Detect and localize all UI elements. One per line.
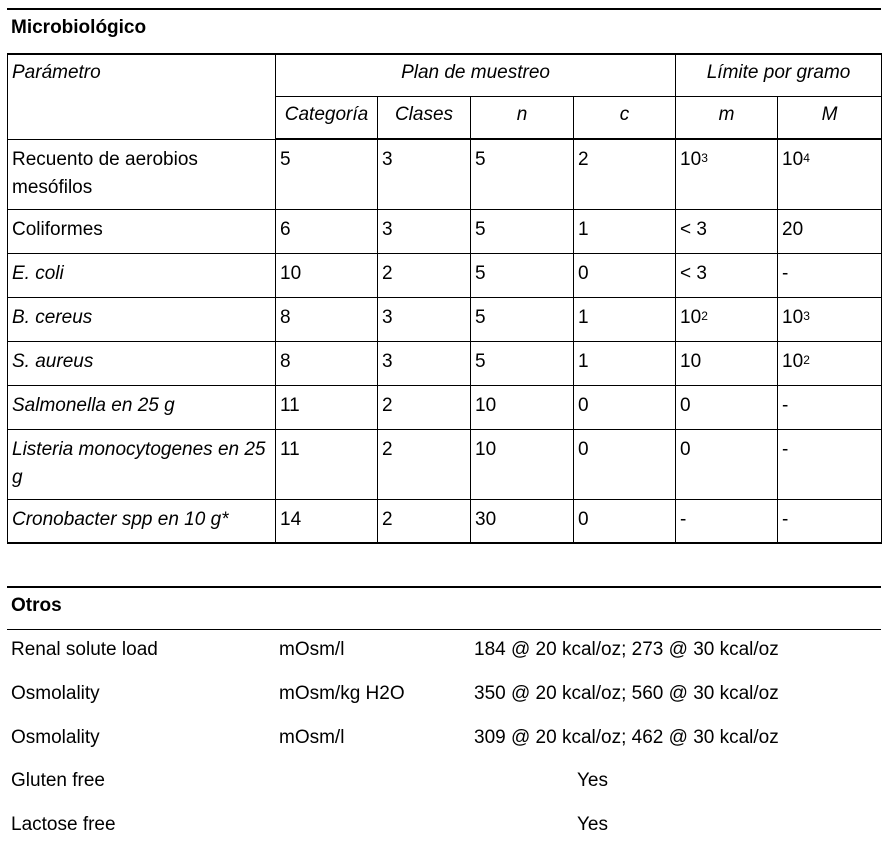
cell-M: -: [778, 499, 882, 543]
cell-parametro: Coliformes: [8, 209, 276, 253]
otros-value: 350 @ 20 kcal/oz; 560 @ 30 kcal/oz: [474, 683, 779, 704]
cell-clases: 2: [378, 253, 471, 297]
otros-value: 184 @ 20 kcal/oz; 273 @ 30 kcal/oz: [474, 639, 779, 660]
cell-clases: 2: [378, 385, 471, 429]
cell-c: 0: [574, 385, 676, 429]
header-c: c: [574, 96, 676, 139]
cell-c: 1: [574, 341, 676, 385]
cell-clases: 3: [378, 139, 471, 209]
header-clases: Clases: [378, 96, 471, 139]
table-row: [8, 429, 882, 499]
otros-value: 309 @ 20 kcal/oz; 462 @ 30 kcal/oz: [474, 727, 779, 748]
otros-value: Yes: [577, 814, 608, 835]
cell-m: < 3: [676, 253, 778, 297]
header-parametro: Parámetro: [8, 54, 276, 139]
cell-n: 10: [471, 429, 574, 499]
cell-M: $10^3$: [778, 297, 882, 341]
cell-c: 0: [574, 499, 676, 543]
cell-parametro: S. aureus: [8, 341, 276, 385]
cell-c: 0: [574, 429, 676, 499]
header-M: M: [778, 96, 882, 139]
table-row: [8, 499, 882, 543]
table-row: [8, 297, 882, 341]
otros-section-title: Otros: [11, 595, 62, 616]
cell-n: 30: [471, 499, 574, 543]
cell-c: 2: [574, 139, 676, 209]
cell-categoria: 8: [276, 341, 378, 385]
header-categoria: Categoría: [276, 96, 378, 139]
micro-section-title: Microbiológico: [11, 17, 147, 38]
cell-n: 10: [471, 385, 574, 429]
table-row: [8, 253, 882, 297]
cell-parametro: E. coli: [8, 253, 276, 297]
table-row: [8, 139, 882, 209]
cell-n: 5: [471, 253, 574, 297]
cell-m: < 3: [676, 209, 778, 253]
otros-value: Yes: [577, 770, 608, 791]
otros-label: Osmolality: [11, 727, 100, 748]
cell-M: -: [778, 253, 882, 297]
otros-label: Osmolality: [11, 683, 100, 704]
cell-categoria: 10: [276, 253, 378, 297]
section-divider: [7, 586, 881, 588]
cell-parametro: Cronobacter spp en 10 g*: [8, 499, 276, 543]
cell-m: 10: [676, 341, 778, 385]
cell-categoria: 5: [276, 139, 378, 209]
cell-M: $10^2$: [778, 341, 882, 385]
header-n: n: [471, 96, 574, 139]
cell-c: 0: [574, 253, 676, 297]
cell-parametro: B. cereus: [8, 297, 276, 341]
header-m: m: [676, 96, 778, 139]
otros-unit: mOsm/l: [279, 639, 345, 660]
cell-M: $10^4$: [778, 139, 882, 209]
otros-unit: mOsm/kg H2O: [279, 683, 405, 704]
cell-categoria: 6: [276, 209, 378, 253]
cell-parametro: Salmonella en 25 g: [8, 385, 276, 429]
cell-parametro: Listeria monocytogenes en 25 g: [8, 429, 276, 499]
cell-clases: 2: [378, 429, 471, 499]
cell-m: -: [676, 499, 778, 543]
cell-n: 5: [471, 341, 574, 385]
cell-categoria: 11: [276, 429, 378, 499]
cell-parametro: Recuento de aerobios mesófilos: [8, 139, 276, 209]
cell-c: 1: [574, 209, 676, 253]
cell-m: $10^2$: [676, 297, 778, 341]
otros-unit: mOsm/l: [279, 727, 345, 748]
cell-m: $10^3$: [676, 139, 778, 209]
cell-n: 5: [471, 209, 574, 253]
cell-clases: 3: [378, 209, 471, 253]
table-row: [8, 385, 882, 429]
otros-label: Renal solute load: [11, 639, 158, 660]
cell-categoria: 8: [276, 297, 378, 341]
microbiological-table: [7, 53, 882, 544]
table-row: [8, 209, 882, 253]
cell-clases: 3: [378, 297, 471, 341]
header-limite-por-gramo: Límite por gramo: [676, 54, 882, 96]
cell-M: -: [778, 429, 882, 499]
microbiological-table-body: [8, 139, 882, 543]
cell-c: 1: [574, 297, 676, 341]
cell-categoria: 14: [276, 499, 378, 543]
cell-M: -: [778, 385, 882, 429]
header-plan-de-muestreo: Plan de muestreo: [276, 54, 676, 96]
cell-categoria: 11: [276, 385, 378, 429]
section-divider: [7, 629, 881, 630]
cell-m: 0: [676, 429, 778, 499]
table-row: [8, 341, 882, 385]
cell-M: 20: [778, 209, 882, 253]
otros-label: Gluten free: [11, 770, 105, 791]
section-divider: [7, 8, 881, 10]
otros-label: Lactose free: [11, 814, 116, 835]
cell-n: 5: [471, 297, 574, 341]
cell-clases: 2: [378, 499, 471, 543]
cell-clases: 3: [378, 341, 471, 385]
cell-m: 0: [676, 385, 778, 429]
cell-n: 5: [471, 139, 574, 209]
